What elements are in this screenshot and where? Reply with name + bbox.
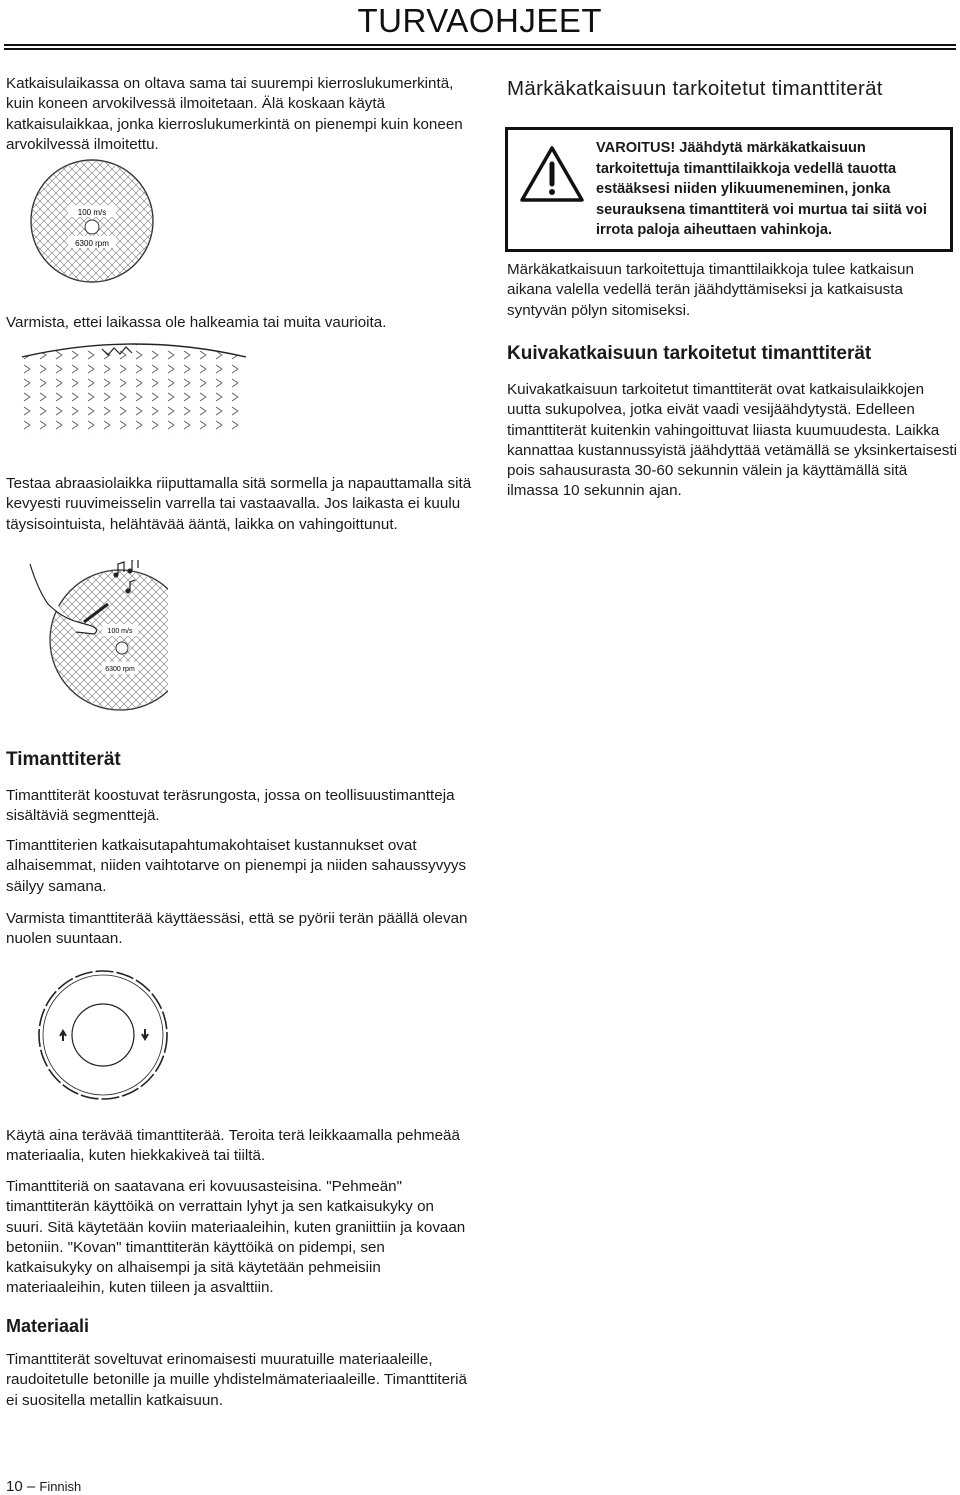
footer-dash: – bbox=[26, 1478, 36, 1495]
cracked-disc-illustration bbox=[22, 335, 246, 435]
disc-speed-label: 100 m/s bbox=[77, 208, 107, 217]
warning-message: Jäähdytä märkäkatkaisuun tarkoitettuja timanttilaikkoja vedellä tauotta estääksesi niiden ylikuumeneminen, jonka seurauksena timanttiterä voi murtua tai siitä voi irrota paloja aiheuttaen vahinkoja. bbox=[596, 140, 927, 238]
footer-language: Finnish bbox=[39, 1479, 82, 1494]
tap-disc-rpm-label: 6300 rpm bbox=[105, 666, 135, 673]
header-rule-top bbox=[4, 44, 956, 46]
dry-cutting-paragraph: Kuivakatkaisuun tarkoitetut timanttiterät ovat katkaisulaikkojen uutta sukupolvea, jotka eivät vaadi vesijäähdytystä. Edelleen timanttiterät kuitenkin vahingoittuvat liiasta kuumuudesta. Laikka kannattaa kustannussyistä jäähdyttää vetämällä se yksinkertaisesti pois sahausurasta 30-60 sekunnin välein ja käyttämällä sitä ilmassa 10 sekunnin ajan. bbox=[507, 381, 957, 500]
warning-triangle-icon bbox=[518, 144, 586, 204]
diamond-paragraph-4: Käytä aina terävää timanttiterää. Teroita terä leikkaamalla pehmeää materiaalia, kuten hiekkakiveä tai tiiltä. bbox=[6, 1127, 460, 1165]
material-paragraph: Timanttiterät soveltuvat erinomaisesti muuratuille materiaaleille, raudoitetulle betonille ja muille yhdistelmämateriaaleille. Timanttiteriä ei suositella metallin katkaisuun. bbox=[6, 1351, 467, 1409]
wet-cutting-paragraph: Märkäkatkaisuun tarkoitettuja timanttilaikkoja tulee katkaisun aikana valella vedellä terän jäähdyttämiseksi ja katkaisusta syntyvän pölyn sitomiseksi. bbox=[507, 261, 914, 319]
tap-test-paragraph: Testaa abraasiolaikka riiputtamalla sitä sormella ja napauttamalla sitä kevyesti ruuvimeisselin varrella tai vastaavalla. Jos laikasta ei kuulu täysisointuista, helähtävää ääntä, laikka on vahingoittunut. bbox=[6, 475, 472, 533]
header-rule-bottom bbox=[4, 48, 956, 50]
page-header-title: TURVAOHJEET bbox=[357, 2, 602, 39]
disc-rpm-label: 6300 rpm bbox=[75, 239, 109, 248]
tap-test-illustration bbox=[28, 560, 168, 720]
material-heading: Materiaali bbox=[6, 1316, 90, 1336]
warning-box bbox=[505, 127, 953, 252]
tap-disc-speed-label: 100 m/s bbox=[107, 628, 133, 635]
diamond-paragraph-3: Varmista timanttiterää käyttäessäsi, että se pyörii terän päällä olevan nuolen suuntaan. bbox=[6, 910, 468, 948]
diamond-paragraph-1: Timanttiterät koostuvat teräsrungosta, jossa on teollisuustimantteja sisältäviä segmenttejä. bbox=[6, 787, 455, 825]
check-cracks-paragraph: Varmista, ettei laikassa ole halkeamia tai muita vaurioita. bbox=[6, 314, 387, 331]
dry-cutting-heading: Kuivakatkaisuun tarkoitetut timanttiterät bbox=[507, 343, 872, 364]
diamond-blades-heading: Timanttiterät bbox=[6, 749, 121, 770]
page-number: 10 bbox=[6, 1478, 23, 1495]
wet-cutting-heading: Märkäkatkaisuun tarkoitetut timanttiterät bbox=[507, 77, 883, 100]
warning-label: VAROITUS! bbox=[596, 140, 676, 156]
diamond-paragraph-2: Timanttiterien katkaisutapahtumakohtaiset kustannukset ovat alhaisemmat, niiden vaihtotarve on pienempi ja niiden sahaussyvyys säilyy samana. bbox=[6, 837, 467, 895]
diamond-paragraph-5: Timanttiteriä on saatavana eri kovuusasteisina. "Pehmeän" timanttiterän käyttöikä on verrattain lyhyt ja sen katkaisukyky on suuri. Sitä käytetään koviin materiaaleihin, kuten graniittiin ja kovaan betoniin. "Kovan" timanttiterän käyttöikä on pidempi, sen katkaisukyky on alhaisempi ja sitä käytetään pehmeisiin materiaaleihin, kuten tiileen ja asvalttiin. bbox=[6, 1178, 466, 1297]
intro-paragraph: Katkaisulaikassa on oltava sama tai suurempi kierroslukumerkintä, kuin koneen arvokilvessä ilmoitetaan. Älä koskaan käytä katkaisulaikkaa, jonka kierroslukumerkintä on pienempi kuin koneen arvokilvessä ilmoitettu. bbox=[6, 75, 463, 153]
warning-text-block bbox=[596, 138, 951, 241]
page-footer bbox=[6, 1478, 81, 1495]
diamond-blade-illustration bbox=[33, 965, 173, 1105]
rated-disc-illustration bbox=[28, 157, 156, 285]
